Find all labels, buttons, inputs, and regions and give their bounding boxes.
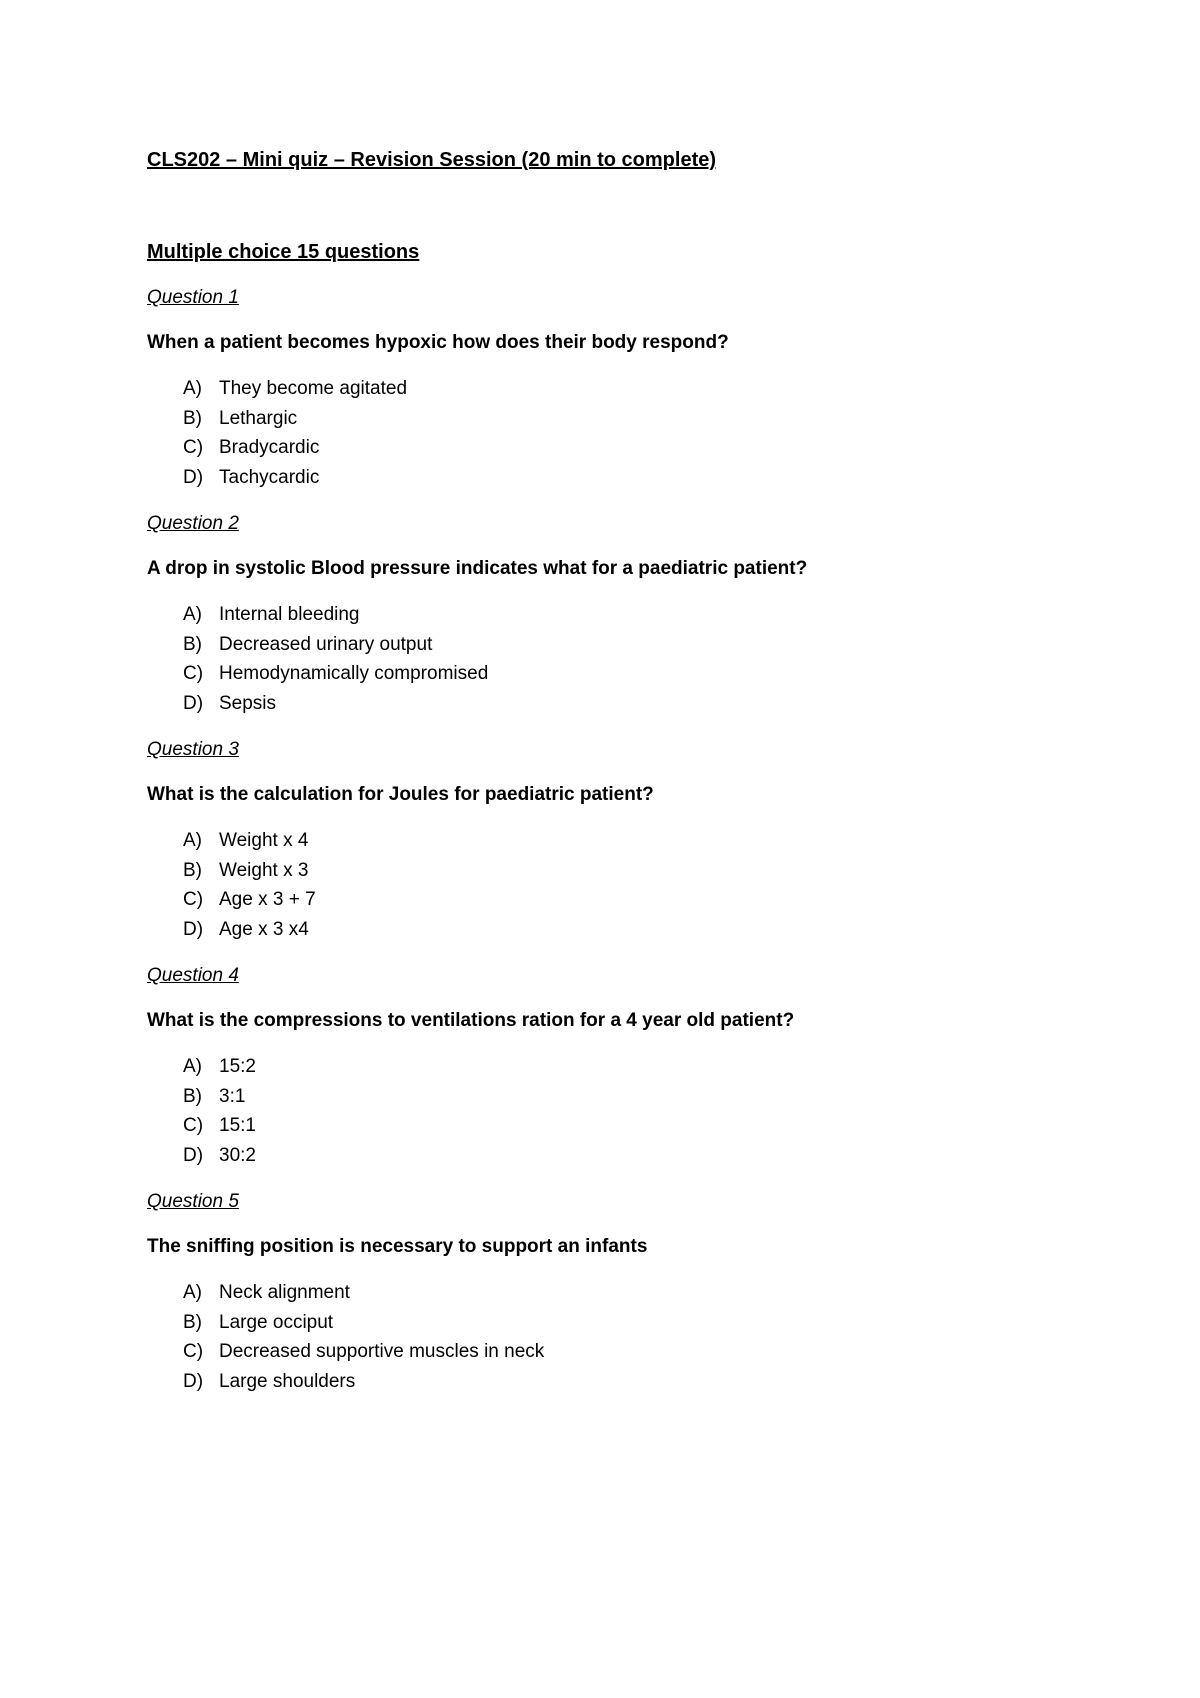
- option-text: Large shoulders: [219, 1370, 356, 1392]
- answer-options: [147, 1281, 1107, 1399]
- option-text: They become agitated: [219, 378, 408, 399]
- option-letter: D): [183, 918, 204, 940]
- answer-options: [147, 829, 1107, 947]
- question-text: What is the calculation for Joules for paediatric patient?: [147, 784, 654, 805]
- option-letter: B): [183, 407, 202, 429]
- question-label: Question 3: [147, 739, 239, 760]
- answer-option-b: [147, 1085, 1107, 1115]
- option-text: Age x 3 + 7: [219, 889, 316, 910]
- option-text: Internal bleeding: [219, 604, 360, 625]
- question-4: [147, 964, 1107, 1173]
- option-text: Large occiput: [219, 1311, 334, 1333]
- answer-option-d: [147, 466, 1107, 496]
- option-text: Decreased supportive muscles in neck: [219, 1341, 545, 1362]
- option-letter: B): [183, 633, 202, 655]
- option-text: 30:2: [219, 1144, 256, 1166]
- question-text: What is the compressions to ventilations ration for a 4 year old patient?: [147, 1010, 795, 1031]
- answer-options: [147, 377, 1107, 495]
- option-text: Weight x 3: [219, 859, 309, 881]
- answer-option-d: [147, 692, 1107, 722]
- question-2: [147, 512, 1107, 721]
- answer-options: [147, 1055, 1107, 1173]
- question-text: When a patient becomes hypoxic how does their body respond?: [147, 332, 729, 353]
- question-label: Question 4: [147, 965, 239, 986]
- answer-option-b: [147, 633, 1107, 663]
- question-label: Question 5: [147, 1191, 239, 1212]
- answer-option-d: [147, 1370, 1107, 1400]
- option-letter: D): [183, 466, 204, 488]
- option-text: Decreased urinary output: [219, 633, 433, 655]
- question-5: [147, 1190, 1107, 1399]
- answer-option-a: [147, 1281, 1107, 1311]
- question-label: Question 1: [147, 287, 239, 308]
- answer-option-d: [147, 918, 1107, 948]
- option-letter: B): [183, 1085, 202, 1107]
- answer-option-c: [147, 1114, 1107, 1144]
- option-text: Tachycardic: [219, 466, 320, 488]
- answer-option-b: [147, 1311, 1107, 1341]
- answer-option-a: [147, 603, 1107, 633]
- option-letter: B): [183, 859, 202, 881]
- answer-option-c: [147, 436, 1107, 466]
- answer-option-a: [147, 829, 1107, 859]
- option-letter: B): [183, 1311, 202, 1333]
- answer-option-c: [147, 888, 1107, 918]
- option-text: 15:2: [219, 1056, 256, 1077]
- answer-option-c: [147, 1340, 1107, 1370]
- answer-option-a: [147, 377, 1107, 407]
- option-letter: C): [183, 663, 204, 684]
- answer-options: [147, 603, 1107, 721]
- section-heading: Multiple choice 15 questions: [147, 241, 420, 263]
- answer-option-b: [147, 859, 1107, 889]
- option-text: Age x 3 x4: [219, 918, 309, 940]
- option-letter: C): [183, 1115, 204, 1136]
- document-title: CLS202 – Mini quiz – Revision Session (20 min to complete): [147, 149, 717, 171]
- answer-option-b: [147, 407, 1107, 437]
- answer-option-c: [147, 662, 1107, 692]
- option-letter: A): [183, 1282, 202, 1303]
- question-3: [147, 738, 1107, 947]
- question-text: A drop in systolic Blood pressure indicates what for a paediatric patient?: [147, 558, 808, 579]
- option-letter: C): [183, 1341, 204, 1362]
- option-letter: C): [183, 889, 204, 910]
- answer-option-d: [147, 1144, 1107, 1174]
- option-letter: A): [183, 378, 202, 399]
- option-text: Bradycardic: [219, 437, 320, 458]
- option-letter: D): [183, 1144, 204, 1166]
- option-letter: D): [183, 1370, 204, 1392]
- option-letter: D): [183, 692, 204, 714]
- question-1: [147, 286, 1107, 495]
- option-letter: A): [183, 1056, 202, 1077]
- question-label: Question 2: [147, 513, 239, 534]
- option-text: Weight x 4: [219, 830, 309, 851]
- answer-option-a: [147, 1055, 1107, 1085]
- option-letter: A): [183, 830, 202, 851]
- option-text: Lethargic: [219, 407, 298, 429]
- question-text: The sniffing position is necessary to support an infants: [147, 1236, 648, 1257]
- option-letter: C): [183, 437, 204, 458]
- option-text: 15:1: [219, 1115, 256, 1136]
- option-text: Neck alignment: [219, 1282, 350, 1303]
- option-text: Hemodynamically compromised: [219, 663, 489, 684]
- option-letter: A): [183, 604, 202, 625]
- option-text: 3:1: [219, 1085, 246, 1107]
- option-text: Sepsis: [219, 692, 277, 714]
